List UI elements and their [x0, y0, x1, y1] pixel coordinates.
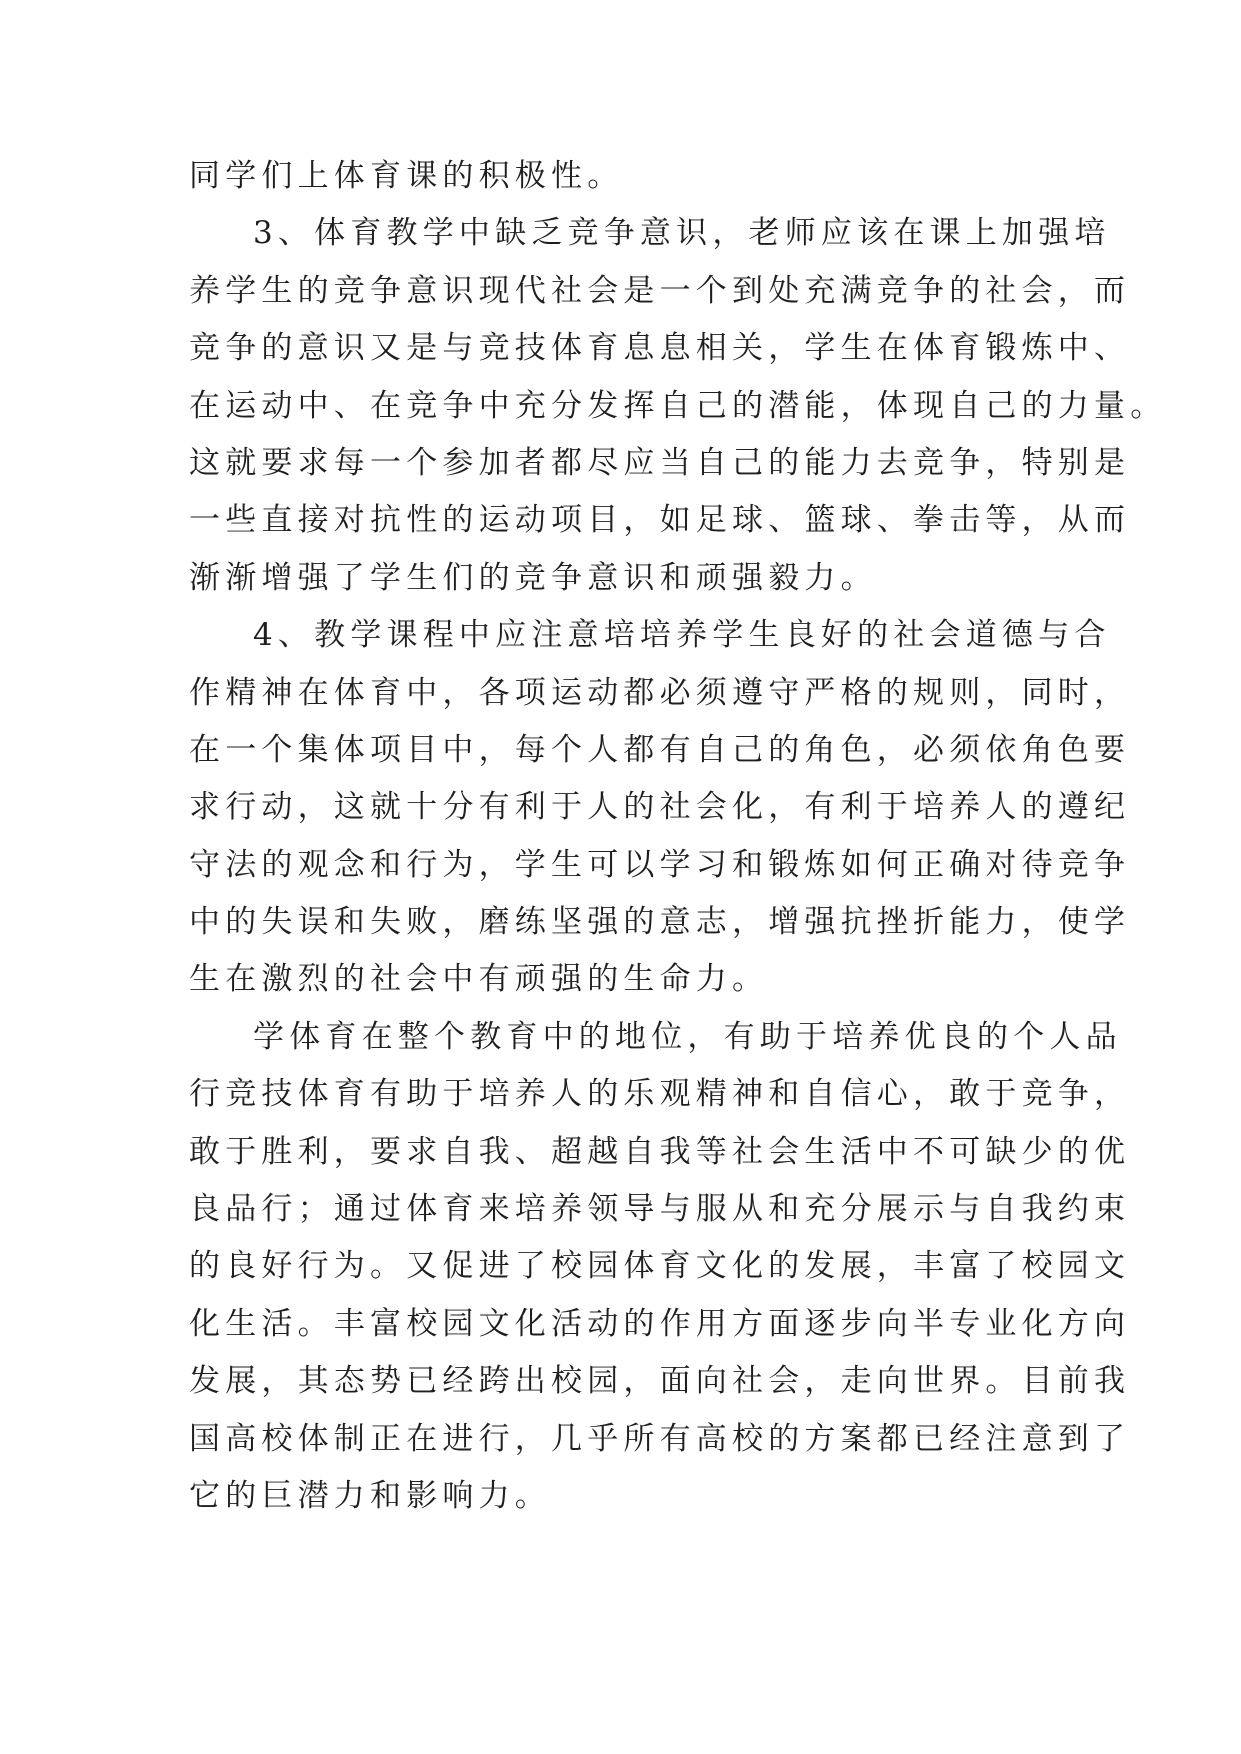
text-line: 一些直接对抗性的运动项目，如足球、篮球、拳击等，从而: [189, 502, 1131, 539]
text-line: 守法的观念和行为，学生可以学习和锻炼如何正确对待竞争: [189, 846, 1131, 883]
text-line: 良品行；通过体育来培养领导与服从和充分展示与自我约束: [189, 1191, 1131, 1228]
text-line: 学体育在整个教育中的地位，有助于培养优良的个人品: [253, 1018, 1122, 1055]
text-line: 敢于胜利，要求自我、超越自我等社会生活中不可缺少的优: [189, 1133, 1131, 1170]
text-line: 养学生的竞争意识现代社会是一个到处充满竞争的社会，而: [189, 272, 1131, 309]
text-line: 发展，其态势已经跨出校园，面向社会，走向世界。目前我: [189, 1363, 1131, 1400]
text-line: 中的失误和失败，磨练坚强的意志，增强抗挫折能力，使学: [189, 904, 1131, 941]
text-line: 的良好行为。又促进了校园体育文化的发展，丰富了校园文: [189, 1248, 1131, 1285]
text-line: 4、教学课程中应注意培培养学生良好的社会道德与合: [253, 617, 1111, 654]
text-line: 它的巨潜力和影响力。: [189, 1477, 551, 1514]
text-line: 行竞技体育有助于培养人的乐观精神和自信心，敢于竞争，: [189, 1076, 1131, 1113]
document-body: [189, 148, 1167, 1525]
text-line: 这就要求每一个参加者都尽应当自己的能力去竞争，特别是: [189, 444, 1131, 481]
text-line: 同学们上体育课的积极性。: [189, 158, 624, 194]
text-line: 在一个集体项目中，每个人都有自己的角色，必须依角色要: [189, 731, 1131, 768]
text-line: 在运动中、在竞争中充分发挥自己的潜能，体现自己的力量。: [189, 387, 1167, 424]
text-line: 渐渐增强了学生们的竞争意识和顽强毅力。: [189, 559, 877, 596]
text-line: 3、体育教学中缺乏竞争意识，老师应该在课上加强培: [253, 215, 1111, 252]
text-line: 生在激烈的社会中有顽强的生命力。: [189, 961, 769, 998]
text-line: 国高校体制正在进行，几乎所有高校的方案都已经注意到了: [189, 1420, 1131, 1457]
text-line: 作精神在体育中，各项运动都必须遵守严格的规则，同时，: [189, 674, 1131, 711]
text-line: 求行动，这就十分有利于人的社会化，有利于培养人的遵纪: [189, 789, 1131, 826]
text-line: 化生活。丰富校园文化活动的作用方面逐步向半专业化方向: [189, 1305, 1131, 1342]
text-line: 竞争的意识又是与竞技体育息息相关，学生在体育锻炼中、: [189, 330, 1131, 367]
